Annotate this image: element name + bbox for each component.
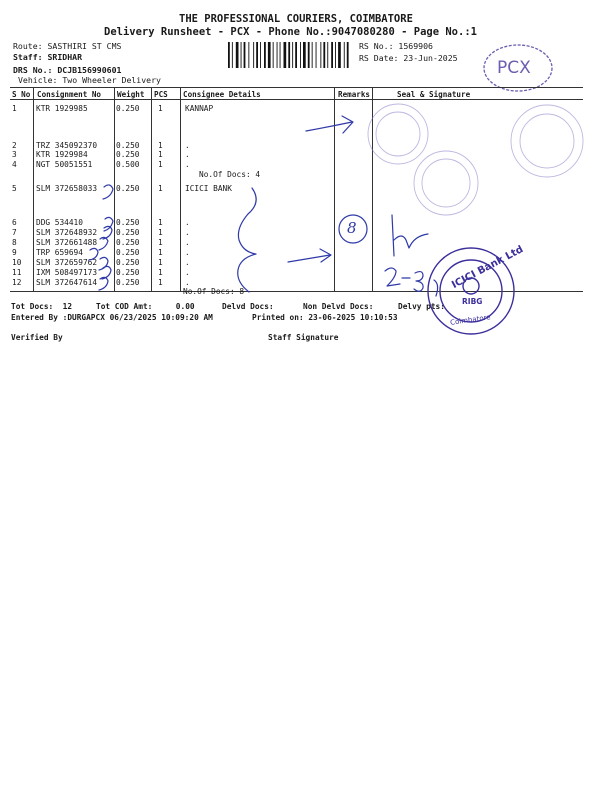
row-sno: 11 xyxy=(12,268,22,277)
row-pcs: 1 xyxy=(158,248,163,257)
row-weight: 0.250 xyxy=(116,228,140,237)
col-header-seal: Seal & Signature xyxy=(397,90,471,99)
row-sno: 7 xyxy=(12,228,17,237)
non-delivered-docs: Non Delvd Docs: xyxy=(303,302,374,311)
total-cod-amount: Tot COD Amt: 0.00 xyxy=(96,302,195,311)
rs-date: RS Date: 23-Jun-2025 xyxy=(359,53,458,63)
row-consignment-no: DDG 534410 xyxy=(36,218,83,227)
row-pcs: 1 xyxy=(158,228,163,237)
row-consignment-no: TRZ 345092370 xyxy=(36,141,98,150)
row-consignment-no: KTR 1929984 xyxy=(36,150,88,159)
col-header-consignment: Consignment No xyxy=(37,90,102,99)
row-consignee: . xyxy=(185,248,190,257)
row-consignee: . xyxy=(185,150,190,159)
row-weight: 0.500 xyxy=(116,160,140,169)
row-sno: 10 xyxy=(12,258,22,267)
row-consignment-no: SLM 372659762 xyxy=(36,258,98,267)
row-sno: 6 xyxy=(12,218,17,227)
row-consignment-no: SLM 372647614 xyxy=(36,278,98,287)
col-header-sno: S No xyxy=(12,90,31,99)
row-consignment-no: SLM 372648932 xyxy=(36,228,98,237)
row-sno: 8 xyxy=(12,238,17,247)
rs-number: RS No.: 1569906 xyxy=(359,41,433,51)
row-consignment-no: TRP 659694 xyxy=(36,248,83,257)
row-consignment-no: IXM 508497173 xyxy=(36,268,98,277)
row-weight: 0.250 xyxy=(116,184,140,193)
printed-on: Printed on: 23-06-2025 10:10:53 xyxy=(252,313,398,322)
row-consignee: . xyxy=(185,218,190,227)
row-pcs: 1 xyxy=(158,141,163,150)
row-pcs: 1 xyxy=(158,278,163,287)
no-of-docs-group2: No.Of Docs: 8 xyxy=(183,287,245,296)
row-weight: 0.250 xyxy=(116,248,140,257)
staff-label: Staff: SRIDHAR xyxy=(13,52,83,62)
row-weight: 0.250 xyxy=(116,104,140,113)
bank-stamp-name: ICICI Bank Ltd xyxy=(450,244,526,291)
row-weight: 0.250 xyxy=(116,150,140,159)
company-title: THE PROFESSIONAL COURIERS, COIMBATORE xyxy=(179,13,413,25)
row-weight: 0.250 xyxy=(116,278,140,287)
bank-stamp-code: RIBG xyxy=(462,297,483,306)
col-header-consignee: Consignee Details xyxy=(183,90,261,99)
row-consignee: . xyxy=(185,228,190,237)
row-pcs: 1 xyxy=(158,184,163,193)
row-consignee: . xyxy=(185,258,190,267)
row-pcs: 1 xyxy=(158,150,163,159)
row-sno: 2 xyxy=(12,141,17,150)
row-pcs: 1 xyxy=(158,258,163,267)
row-sno: 4 xyxy=(12,160,17,169)
col-header-weight: Weight xyxy=(117,90,145,99)
no-of-docs-group1: No.Of Docs: 4 xyxy=(199,170,261,179)
row-weight: 0.250 xyxy=(116,238,140,247)
row-consignee: . xyxy=(185,278,190,287)
row-consignment-no: NGT 50051551 xyxy=(36,160,93,169)
handwritten-8: 8 xyxy=(347,219,357,237)
entered-by: Entered By :DURGAPCX 06/23/2025 10:09:20 AM xyxy=(11,313,213,322)
row-sno: 12 xyxy=(12,278,22,287)
row-weight: 0.250 xyxy=(116,141,140,150)
bank-stamp-city: Coimbatore xyxy=(449,313,492,327)
delivered-docs: Delvd Docs: xyxy=(222,302,274,311)
row-pcs: 1 xyxy=(158,104,163,113)
runsheet-title: Delivery Runsheet - PCX - Phone No.:9047080280 - Page No.:1 xyxy=(104,26,477,38)
total-docs: Tot Docs: 12 xyxy=(11,302,73,311)
row-consignment-no: SLM 372661488 xyxy=(36,238,98,247)
row-sno: 1 xyxy=(12,104,17,113)
row-consignee: . xyxy=(185,160,190,169)
pcx-stamp-text: PCX xyxy=(497,58,531,78)
row-pcs: 1 xyxy=(158,238,163,247)
vehicle-label: Vehicle: Two Wheeler Delivery xyxy=(18,75,161,85)
row-sno: 3 xyxy=(12,150,17,159)
delivery-points: Delvy pts: xyxy=(398,302,445,311)
row-pcs: 1 xyxy=(158,268,163,277)
row-weight: 0.250 xyxy=(116,218,140,227)
verified-by: Verified By xyxy=(11,333,63,342)
row-pcs: 1 xyxy=(158,160,163,169)
row-consignee: . xyxy=(185,238,190,247)
row-consignee: KANNAP xyxy=(185,104,214,113)
row-consignee: . xyxy=(185,141,190,150)
col-header-remarks: Remarks xyxy=(338,90,371,99)
row-consignee: ICICI BANK xyxy=(185,184,232,193)
drs-number: DRS No.: DCJB156990601 xyxy=(13,65,122,75)
col-header-pcs: PCS xyxy=(154,90,168,99)
row-pcs: 1 xyxy=(158,218,163,227)
row-sno: 5 xyxy=(12,184,17,193)
row-sno: 9 xyxy=(12,248,17,257)
row-weight: 0.250 xyxy=(116,268,140,277)
row-weight: 0.250 xyxy=(116,258,140,267)
staff-signature: Staff Signature xyxy=(268,333,339,342)
row-consignment-no: SLM 372658033 xyxy=(36,184,98,193)
row-consignment-no: KTR 1929985 xyxy=(36,104,88,113)
route-label: Route: SASTHIRI ST CMS xyxy=(13,41,122,51)
row-consignee: . xyxy=(185,268,190,277)
